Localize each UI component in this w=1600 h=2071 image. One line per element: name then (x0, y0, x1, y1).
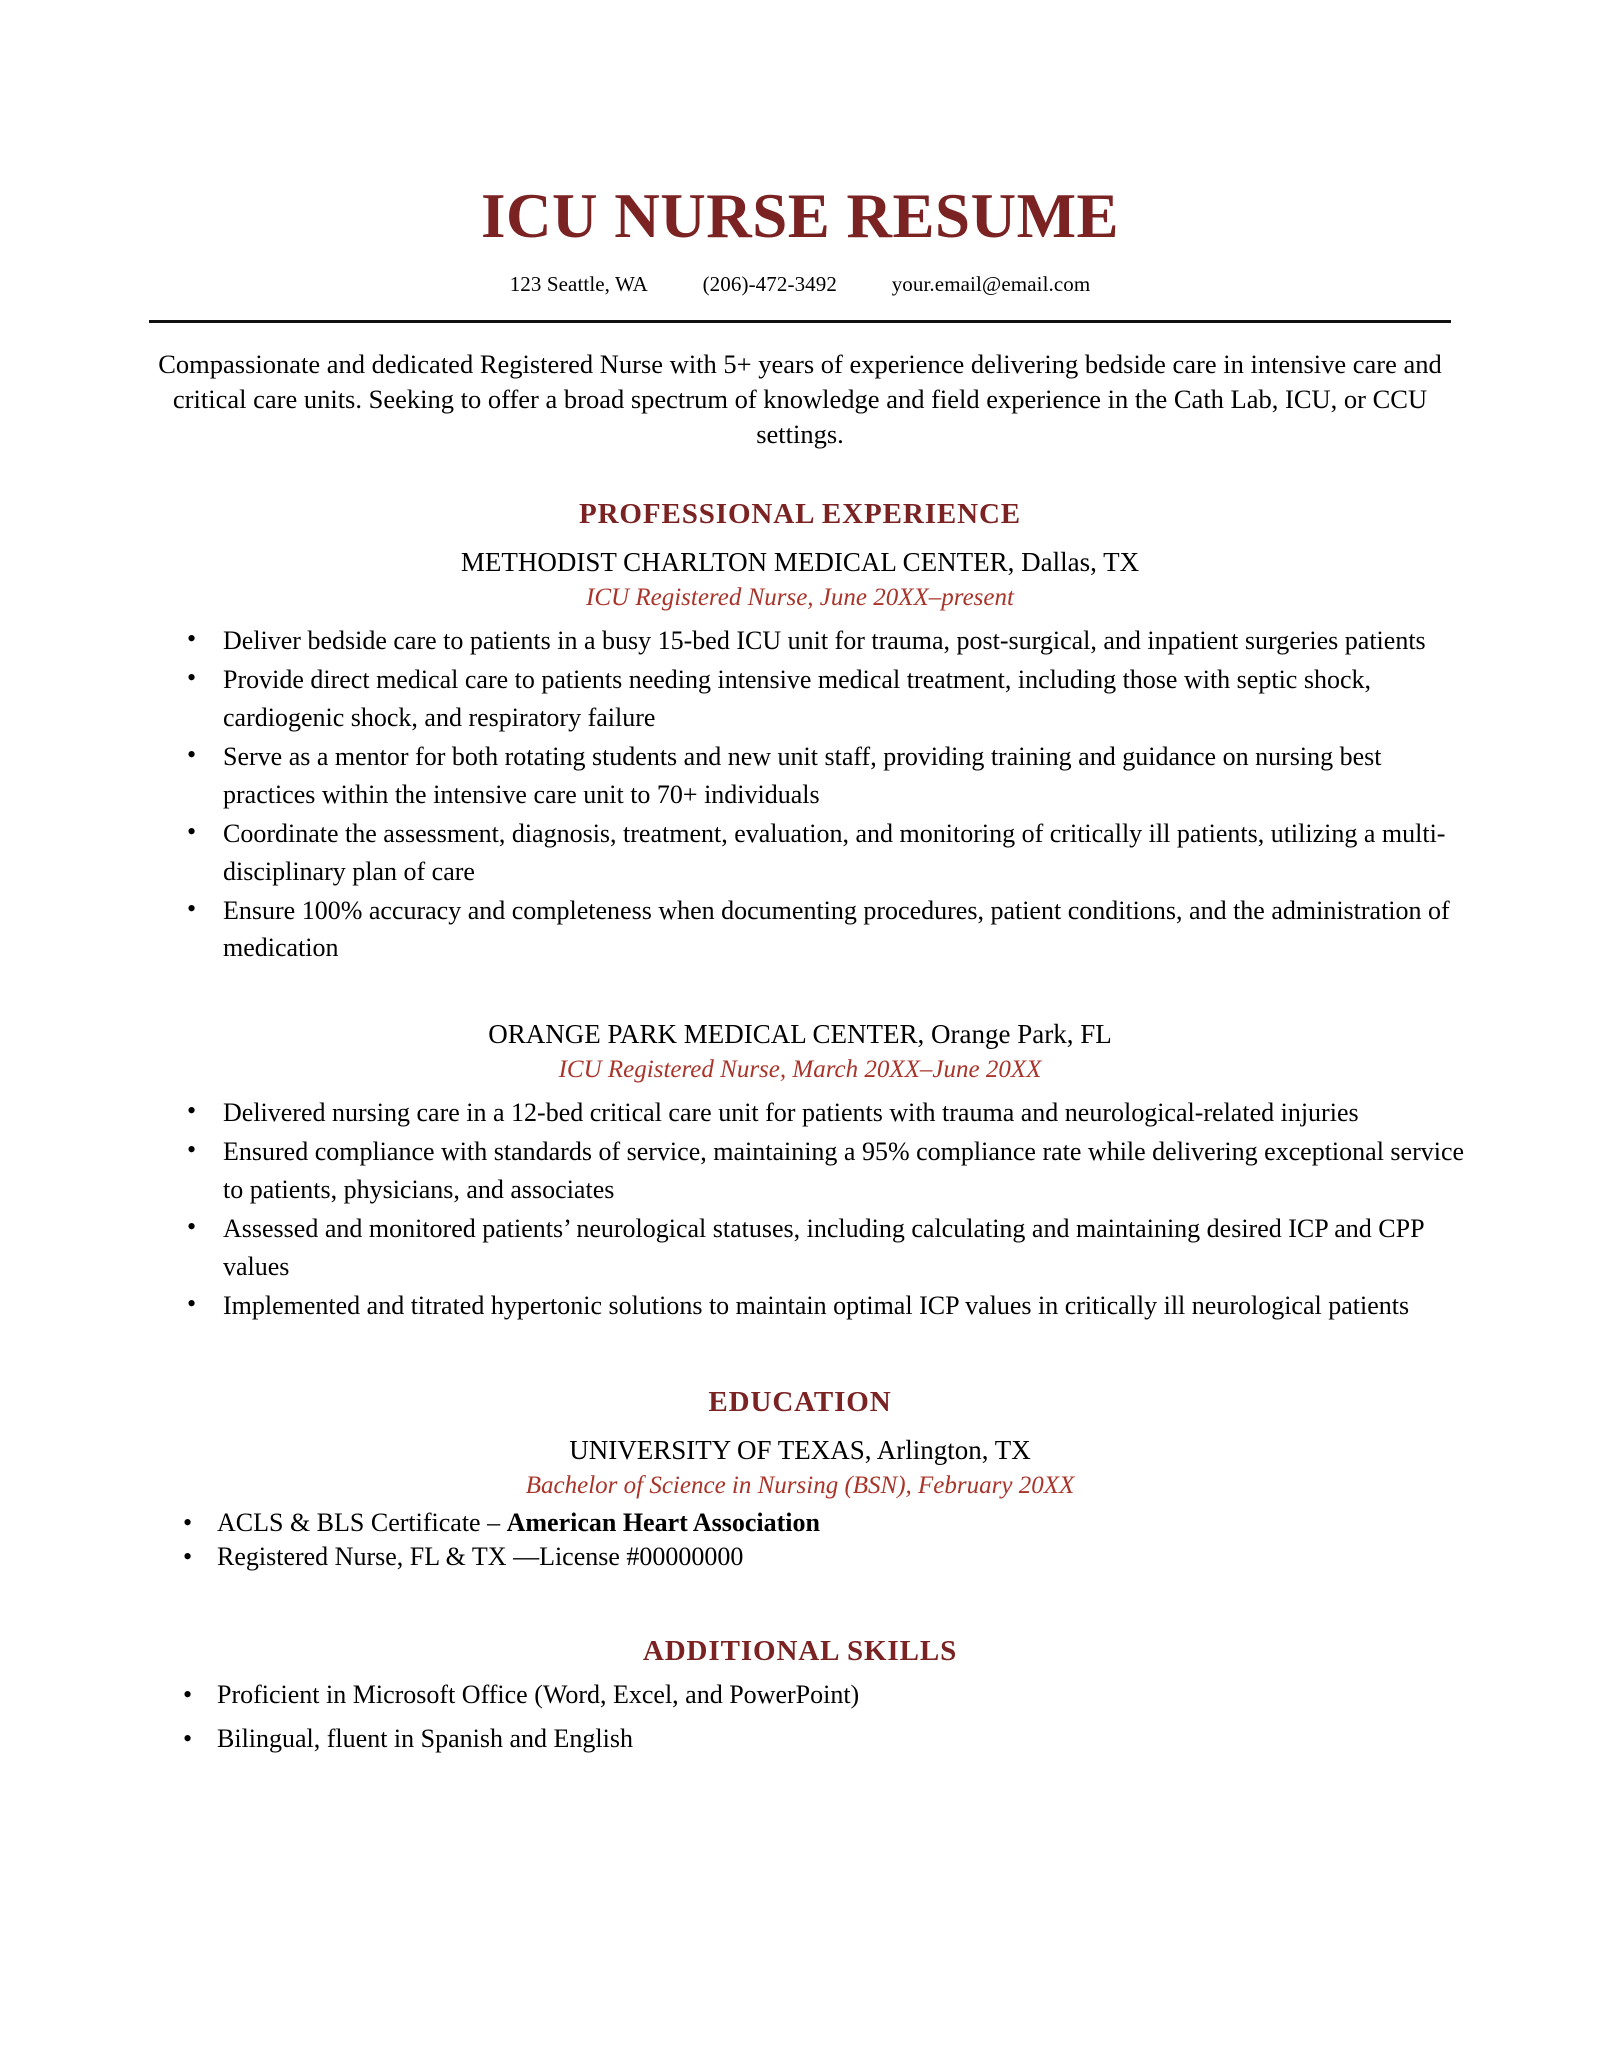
certification-list (175, 1506, 1435, 1573)
job-organization: METHODIST CHARLTON MEDICAL CENTER, Dallas, TX (460, 546, 1140, 577)
section-heading-education: EDUCATION (708, 1386, 892, 1419)
job-role: ICU Registered Nurse, June 20XX–present (586, 583, 1014, 611)
list-item-emphasis: American Heart Association (506, 1508, 820, 1538)
list-item: • Ensured compliance with standards of service, maintaining a 95% compliance rate while delivering exceptional service to patients, physicians, and associates (175, 1133, 1465, 1208)
contact-info (0, 272, 1600, 297)
list-item: • Ensure 100% accuracy and completeness when documenting procedures, patient conditions, and the administration of medication (175, 892, 1465, 967)
job-role: ICU Registered Nurse, March 20XX–June 20XX (558, 1055, 1042, 1083)
skills-list (175, 1678, 1465, 1756)
list-item: • Bilingual, fluent in Spanish and English (175, 1722, 1465, 1756)
job-entry (0, 1019, 1600, 1325)
section-heading-experience: PROFESSIONAL EXPERIENCE (578, 497, 1022, 530)
contact-address: 123 Seattle, WA (509, 272, 648, 296)
contact-email: your.email@email.com (891, 272, 1091, 296)
list-item (175, 1540, 1435, 1573)
list-item: • Proficient in Microsoft Office (Word, Excel, and PowerPoint) (175, 1678, 1465, 1712)
list-item: • Deliver bedside care to patients in a busy 15-bed ICU unit for trauma, post-surgical, and inpatient surgeries patients (175, 622, 1465, 659)
list-item: • Delivered nursing care in a 12-bed critical care unit for patients with trauma and neurological-related injuries (175, 1094, 1465, 1131)
list-item: • Coordinate the assessment, diagnosis, treatment, evaluation, and monitoring of critically ill patients, utilizing a multi-disciplinary plan of care (175, 815, 1465, 890)
education-degree: Bachelor of Science in Nursing (BSN), February 20XX (525, 1472, 1075, 1500)
list-item-text: Registered Nurse, FL & TX —License #00000000 (217, 1541, 744, 1571)
page-title: ICU NURSE RESUME (480, 181, 1120, 251)
education-school: UNIVERSITY OF TEXAS, Arlington, TX (569, 1435, 1031, 1466)
job-organization: ORANGE PARK MEDICAL CENTER, Orange Park, FL (488, 1018, 1112, 1049)
professional-summary: Compassionate and dedicated Registered Nurse with 5+ years of experience delivering bedside care in intensive care and critical care units. Seeking to offer a broad spectrum of knowledge and field experience in the Cath Lab, ICU, or CCU settings. (158, 349, 1442, 449)
list-item (175, 1506, 1435, 1539)
job-bullet-list (175, 622, 1465, 967)
list-item-text: ACLS & BLS Certificate – (217, 1508, 507, 1538)
list-item: • Provide direct medical care to patients needing intensive medical treatment, including those with septic shock, cardiogenic shock, and respiratory failure (175, 661, 1465, 736)
job-entry (0, 547, 1600, 967)
job-bullet-list (175, 1094, 1465, 1325)
list-item: • Serve as a mentor for both rotating students and new unit staff, providing training and guidance on nursing best practices within the intensive care unit to 70+ individuals (175, 738, 1465, 813)
list-item: • Assessed and monitored patients’ neurological statuses, including calculating and maintaining desired ICP and CPP values (175, 1210, 1465, 1285)
contact-phone: (206)-472-3492 (702, 272, 837, 296)
section-heading-skills: ADDITIONAL SKILLS (642, 1635, 958, 1667)
list-item: • Implemented and titrated hypertonic solutions to maintain optimal ICP values in critically ill neurological patients (175, 1287, 1465, 1324)
header-divider (149, 320, 1451, 323)
